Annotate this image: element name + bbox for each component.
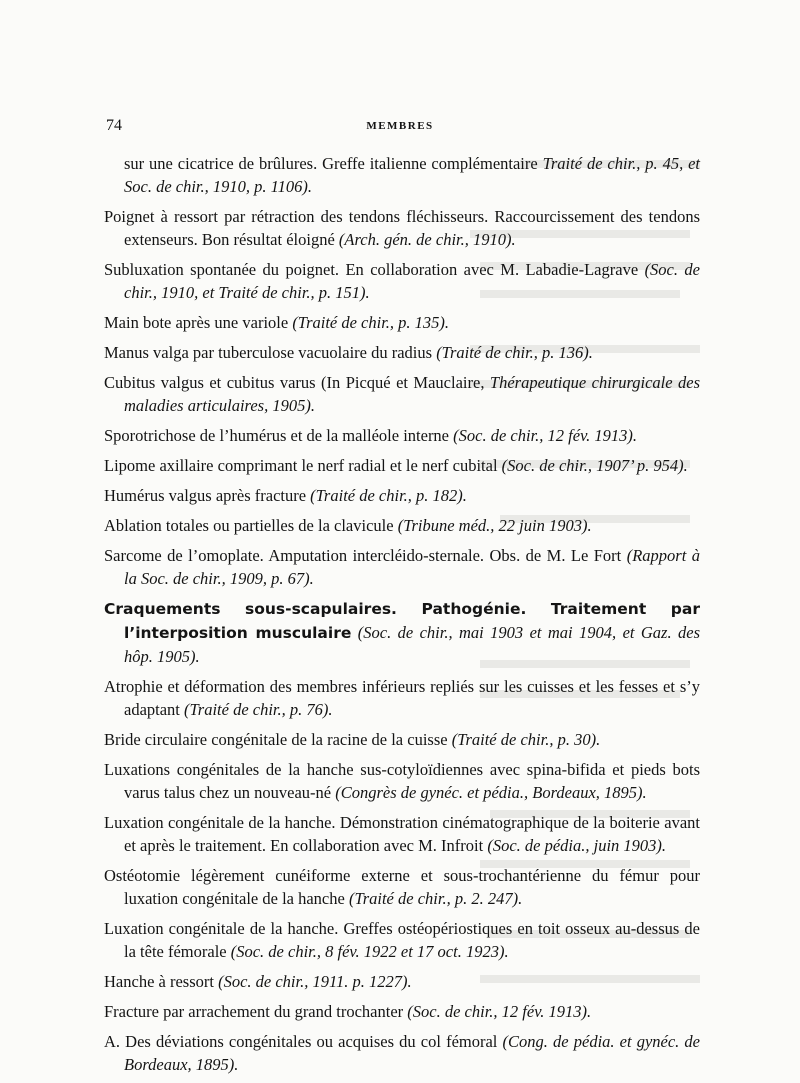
bibliography-entry: Sporotrichose de l’humérus et de la malléole interne (Soc. de chir., 12 fév. 1913). [104,426,638,445]
bibliography-entry: Luxations congénitales de la hanche sus-cotyloïdiennes avec spina-bifida et pieds bots varus talus chez un nouveau-né (Congrès de gynéc. et pédia., Bordeaux, 1895). [104,760,700,802]
bibliography-entry: Humérus valgus après fracture (Traité de chir., p. 182). [104,486,467,505]
bibliography-list [104,152,700,1083]
bibliography-entry: A. Des déviations congénitales ou acquises du col fémoral (Cong. de pédia. et gynéc. de Bordeaux, 1895). [104,1032,701,1074]
page-number: 74 [106,117,122,134]
bibliography-entry: Manus valga par tuberculose vacuolaire du radius (Traité de chir., p. 136). [104,343,593,362]
bibliography-entry: Sarcome de l’omoplate. Amputation intercléido-sternale. Obs. de M. Le Fort (Rapport à la Soc. de chir., 1909, p. 67). [104,546,700,588]
bibliography-entry: Luxation congénitale de la hanche. Greffes ostéopériostiques en toit osseux au-dessus de la tête fémorale (Soc. de chir., 8 fév. 1922 et 17 oct. 1923). [104,919,700,961]
bibliography-entry: Fracture par arrachement du grand trochanter (Soc. de chir., 12 fév. 1913). [104,1002,592,1021]
bibliography-entry: Main bote après une variole (Traité de chir., p. 135). [104,313,450,332]
bibliography-entry: Hanche à ressort (Soc. de chir., 1911. p. 1227). [104,972,412,991]
bibliography-entry: Cubitus valgus et cubitus varus (In Picqué et Mauclaire, Thérapeutique chirurgicale des maladies articulaires, 1905). [104,373,701,415]
bibliography-entry: Ostéotomie légèrement cunéiforme externe et sous-trochantérienne du fémur pour luxation congénitale de la hanche (Traité de chir., p. 2. 247). [104,866,700,908]
bibliography-entry: sur une cicatrice de brûlures. Greffe italienne complémentaire Traité de chir., p. 45, et Soc. de chir., 1910, p. 1106). [124,154,701,196]
bibliography-entry: Ablation totales ou partielles de la clavicule (Tribune méd., 22 juin 1903). [104,516,592,535]
bibliography-entry: Subluxation spontanée du poignet. En collaboration avec M. Labadie-Lagrave (Soc. de chir., 1910, et Traité de chir., p. 151). [104,260,700,302]
running-title: MEMBRES [366,120,434,132]
bibliography-entry-highlight: Craquements sous-scapulaires. Pathogénie. Traitement par l’interposition musculaire (Soc. de chir., mai 1903 et mai 1904, et Gaz. des hôp. 1905). [104,600,700,666]
bibliography-entry: Luxation congénitale de la hanche. Démonstration cinématographique de la boiterie avant et après le traitement. En collaboration avec M. Infroit (Soc. de pédia., juin 1903). [104,813,700,855]
bibliography-entry: Lipome axillaire comprimant le nerf radial et le nerf cubital (Soc. de chir., 1907’ p. 954). [104,456,688,475]
bibliography-entry: Bride circulaire congénitale de la racine de la cuisse (Traité de chir., p. 30). [104,730,601,749]
page-header [104,117,696,139]
bibliography-entry: Atrophie et déformation des membres inférieurs repliés sur les cuisses et les fesses et s’y adaptant (Traité de chir., p. 76). [104,677,700,719]
bibliography-entry: Poignet à ressort par rétraction des tendons fléchisseurs. Raccourcissement des tendons extenseurs. Bon résultat éloigné (Arch. gén. de chir., 1910). [104,207,700,249]
